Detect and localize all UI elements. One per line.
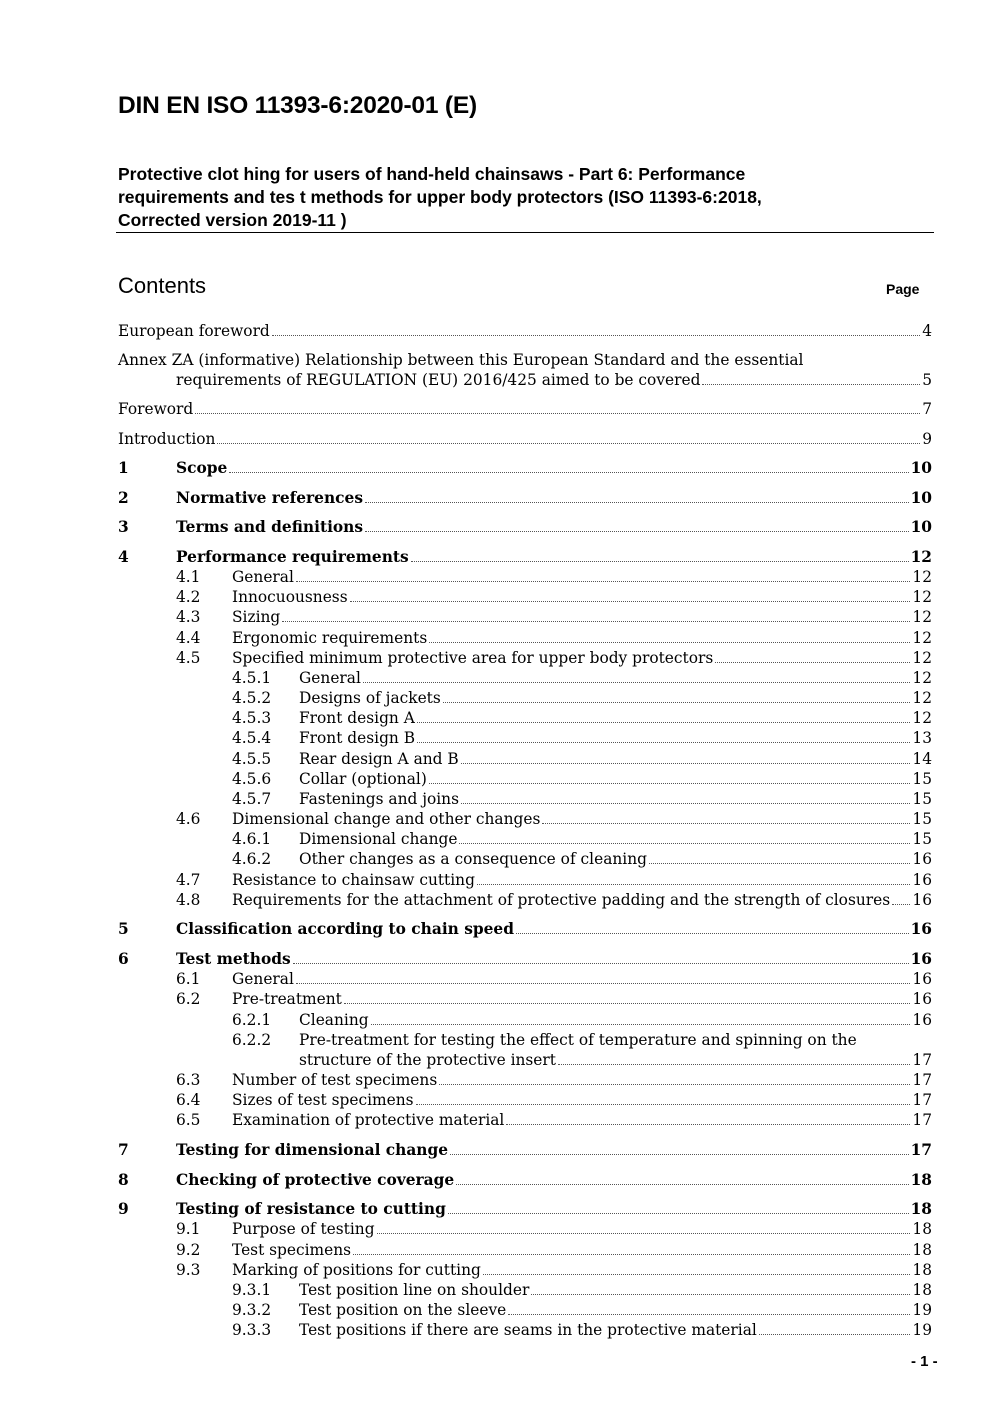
toc-entry-title: Dimensional change and other changes — [232, 810, 541, 828]
toc-leader-dots — [483, 1273, 911, 1275]
toc-leader-dots — [702, 383, 920, 385]
toc-entry-number: 4.5.3 — [232, 709, 272, 727]
toc-entry-number: 4.3 — [176, 608, 201, 626]
toc-entry-page: 12 — [912, 629, 932, 647]
toc-entry-page: 15 — [912, 810, 932, 828]
toc-entry-page: 18 — [912, 1241, 932, 1259]
toc-entry-page: 19 — [912, 1301, 932, 1319]
toc-entry-title: Dimensional change — [299, 830, 458, 848]
toc-leader-dots — [350, 600, 911, 602]
toc-leader-dots — [456, 1183, 908, 1185]
toc-entry-page: 12 — [910, 548, 932, 566]
toc-entry[interactable] — [118, 488, 932, 508]
toc-entry-page: 17 — [910, 1141, 932, 1159]
toc-entry[interactable] — [232, 708, 932, 728]
title-line-1: Protective clot hing for users of hand-held chainsaws - Part 6: Performance — [118, 164, 746, 184]
toc-entry-title: Pre-treatment — [232, 990, 342, 1008]
toc-entry-title: structure of the protective insert — [299, 1051, 556, 1069]
toc-entry[interactable] — [118, 321, 932, 341]
toc-entry-title: Test specimens — [232, 1241, 352, 1259]
toc-entry-page: 9 — [922, 430, 932, 448]
toc-leader-dots — [429, 641, 910, 643]
toc-entry-title: Foreword — [118, 400, 194, 418]
toc-entry[interactable] — [176, 1240, 932, 1260]
toc-entry-page: 15 — [912, 830, 932, 848]
toc-leader-dots — [461, 802, 910, 804]
toc-entry-title: Other changes as a consequence of cleaning — [299, 850, 647, 868]
toc-entry-number: 4.7 — [176, 871, 201, 889]
toc-entry-page: 12 — [912, 649, 932, 667]
toc-leader-dots — [296, 982, 911, 984]
toc-entry[interactable] — [232, 1320, 932, 1340]
toc-entry-page: 10 — [910, 459, 932, 477]
toc-entry-number: 4.5 — [176, 649, 201, 667]
toc-entry[interactable] — [232, 849, 932, 869]
toc-entry-page: 18 — [912, 1261, 932, 1279]
toc-entry-number: 6.2.2 — [232, 1031, 272, 1049]
toc-entry-page: 16 — [912, 990, 932, 1008]
toc-entry-number: 9.3.2 — [232, 1301, 272, 1319]
toc-entry-page: 5 — [922, 371, 932, 389]
toc-entry-number: 9.3.1 — [232, 1281, 272, 1299]
toc-entry-page: 15 — [912, 790, 932, 808]
toc-entry-number: 5 — [118, 920, 129, 938]
toc-entry-title: Sizing — [232, 608, 281, 626]
toc-entry[interactable] — [118, 399, 932, 419]
toc-entry-page: 10 — [910, 489, 932, 507]
toc-entry-number: 8 — [118, 1171, 129, 1189]
toc-entry[interactable] — [232, 1030, 932, 1050]
toc-entry[interactable] — [176, 607, 932, 627]
toc-entry-number: 4.4 — [176, 629, 201, 647]
toc-leader-dots — [461, 762, 911, 764]
toc-entry-title: Checking of protective coverage — [176, 1171, 455, 1189]
toc-entry-number: 6 — [118, 950, 129, 968]
toc-entry-page: 17 — [912, 1071, 932, 1089]
toc-entry[interactable] — [232, 1010, 932, 1030]
toc-entry[interactable] — [176, 969, 932, 989]
toc-entry[interactable] — [118, 350, 932, 370]
title-rule — [116, 232, 934, 233]
toc-entry-page: 16 — [912, 891, 932, 909]
toc-entry-title: Sizes of test specimens — [232, 1091, 414, 1109]
toc-entry[interactable] — [299, 1050, 932, 1070]
toc-leader-dots — [459, 842, 910, 844]
toc-entry[interactable] — [118, 1199, 932, 1219]
toc-entry-number: 4.2 — [176, 588, 201, 606]
toc-entry-title: Testing of resistance to cutting — [176, 1200, 446, 1218]
toc-entry-title: Requirements for the attachment of protective padding and the strength of closures — [232, 891, 891, 909]
toc-entry-number: 7 — [118, 1141, 129, 1159]
toc-entry[interactable] — [176, 628, 932, 648]
toc-entry-number: 1 — [118, 459, 129, 477]
toc-entry[interactable] — [118, 429, 932, 449]
toc-leader-dots — [365, 501, 909, 503]
toc-entry[interactable] — [232, 749, 932, 769]
toc-entry-number: 4.5.5 — [232, 750, 272, 768]
toc-entry[interactable] — [232, 728, 932, 748]
toc-entry[interactable] — [232, 688, 932, 708]
toc-entry-number: 4.5.7 — [232, 790, 272, 808]
toc-leader-dots — [649, 862, 910, 864]
toc-entry-title: Classification according to chain speed — [176, 920, 514, 938]
toc-entry[interactable] — [118, 949, 932, 969]
toc-leader-dots — [272, 334, 920, 336]
toc-entry[interactable] — [176, 648, 932, 668]
toc-entry-number: 4.5.2 — [232, 689, 272, 707]
toc-entry-page: 7 — [922, 400, 932, 418]
toc-entry-page: 19 — [912, 1321, 932, 1339]
toc-entry[interactable] — [176, 1219, 932, 1239]
toc-entry-number: 4.6.2 — [232, 850, 272, 868]
toc-entry-title: Front design B — [299, 729, 416, 747]
toc-entry-page: 13 — [912, 729, 932, 747]
toc-entry[interactable] — [232, 1280, 932, 1300]
toc-leader-dots — [443, 701, 911, 703]
toc-entry-title: Cleaning — [299, 1011, 369, 1029]
toc-entry-number: 6.2 — [176, 990, 201, 1008]
page-column-label: Page — [886, 281, 920, 297]
toc-leader-dots — [229, 471, 908, 473]
toc-entry-number: 6.3 — [176, 1071, 201, 1089]
toc-entry-title: Collar (optional) — [299, 770, 427, 788]
toc-entry-title: Pre-treatment for testing the effect of temperature and spinning on the — [299, 1031, 857, 1049]
toc-entry-number: 6.5 — [176, 1111, 201, 1129]
toc-entry-title: Test positions if there are seams in the protective material — [299, 1321, 757, 1339]
toc-entry-page: 12 — [912, 608, 932, 626]
toc-leader-dots — [195, 412, 920, 414]
toc-entry-number: 4.5.1 — [232, 669, 272, 687]
toc-entry-title: Fastenings and joins — [299, 790, 459, 808]
toc-entry-number: 6.1 — [176, 970, 201, 988]
toc-leader-dots — [542, 822, 910, 824]
toc-entry-title: Examination of protective material — [232, 1111, 505, 1129]
toc-leader-dots — [450, 1153, 909, 1155]
toc-entry[interactable] — [232, 1300, 932, 1320]
document-title — [118, 163, 933, 232]
toc-entry-number: 6.2.1 — [232, 1011, 272, 1029]
toc-entry-number: 4.8 — [176, 891, 201, 909]
toc-entry[interactable] — [176, 1070, 932, 1090]
toc-leader-dots — [416, 1103, 911, 1105]
toc-entry-page: 17 — [912, 1111, 932, 1129]
toc-entry-title: Purpose of testing — [232, 1220, 375, 1238]
toc-entry-title: Scope — [176, 459, 228, 477]
toc-leader-dots — [296, 580, 911, 582]
toc-leader-dots — [371, 1023, 911, 1025]
toc-entry[interactable] — [176, 1090, 932, 1110]
toc-entry[interactable] — [176, 809, 932, 829]
toc-entry-number: 9.3.3 — [232, 1321, 272, 1339]
toc-leader-dots — [448, 1212, 909, 1214]
toc-entry-number: 4.1 — [176, 568, 201, 586]
toc-entry[interactable] — [232, 769, 932, 789]
toc-entry[interactable] — [176, 1110, 932, 1130]
toc-entry-number: 9.2 — [176, 1241, 201, 1259]
toc-entry-number: 9 — [118, 1200, 129, 1218]
document-id: DIN EN ISO 11393-6:2020-01 (E) — [118, 92, 477, 119]
toc-entry-page: 16 — [912, 850, 932, 868]
toc-entry[interactable] — [232, 829, 932, 849]
toc-entry-number: 6.4 — [176, 1091, 201, 1109]
toc-entry-number: 4.6.1 — [232, 830, 272, 848]
toc-entry-page: 12 — [912, 669, 932, 687]
toc-entry-number: 4.5.4 — [232, 729, 272, 747]
toc-entry[interactable] — [118, 919, 932, 939]
toc-entry-title: Test methods — [176, 950, 291, 968]
toc-leader-dots — [417, 721, 911, 723]
toc-entry-title: Resistance to chainsaw cutting — [232, 871, 475, 889]
toc-entry[interactable] — [176, 370, 932, 390]
toc-entry-number: 9.3 — [176, 1261, 201, 1279]
toc-leader-dots — [759, 1333, 911, 1335]
toc-entry-page: 14 — [912, 750, 932, 768]
contents-heading: Contents — [118, 273, 207, 298]
toc-entry-number: 4.6 — [176, 810, 201, 828]
toc-entry-title: Terms and definitions — [176, 518, 364, 536]
toc-leader-dots — [506, 1123, 910, 1125]
toc-entry-page: 16 — [912, 970, 932, 988]
toc-entry-page: 12 — [912, 588, 932, 606]
toc-entry[interactable] — [232, 789, 932, 809]
page-number: - 1 - — [911, 1353, 938, 1370]
toc-entry-title: Test position on the sleeve — [299, 1301, 507, 1319]
toc-entry-title: Ergonomic requirements — [232, 629, 428, 647]
toc-entry-page: 16 — [910, 920, 932, 938]
toc-entry[interactable] — [176, 587, 932, 607]
toc-entry-title: Designs of jackets — [299, 689, 441, 707]
toc-leader-dots — [417, 741, 910, 743]
toc-leader-dots — [429, 782, 911, 784]
toc-entry-title: Introduction — [118, 430, 216, 448]
toc-entry-title: General — [232, 970, 294, 988]
toc-entry-page: 10 — [910, 518, 932, 536]
toc-entry-page: 18 — [912, 1220, 932, 1238]
toc-entry-number: 9.1 — [176, 1220, 201, 1238]
toc-leader-dots — [365, 530, 909, 532]
toc-entry-number: 4.5.6 — [232, 770, 272, 788]
toc-leader-dots — [377, 1232, 911, 1234]
toc-entry-number: 4 — [118, 548, 129, 566]
toc-leader-dots — [282, 620, 910, 622]
toc-leader-dots — [363, 681, 911, 683]
toc-entry-title: requirements of REGULATION (EU) 2016/425 aimed to be covered — [176, 371, 701, 389]
toc-entry-title: Testing for dimensional change — [176, 1141, 449, 1159]
toc-leader-dots — [439, 1083, 910, 1085]
toc-entry-page: 16 — [910, 950, 932, 968]
toc-entry[interactable] — [118, 458, 932, 478]
toc-entry[interactable] — [176, 567, 932, 587]
title-line-3: Corrected version 2019-11 ) — [118, 210, 347, 230]
toc-entry[interactable] — [118, 547, 932, 567]
toc-entry-title: General — [232, 568, 294, 586]
toc-entry-page: 17 — [912, 1091, 932, 1109]
toc-leader-dots — [217, 442, 920, 444]
toc-entry[interactable] — [176, 890, 932, 910]
toc-entry[interactable] — [176, 870, 932, 890]
toc-leader-dots — [293, 962, 909, 964]
toc-leader-dots — [411, 560, 909, 562]
toc-entry-title: Number of test specimens — [232, 1071, 438, 1089]
toc-leader-dots — [892, 903, 910, 905]
toc-leader-dots — [715, 661, 910, 663]
toc-entry-page: 12 — [912, 709, 932, 727]
toc-entry-page: 4 — [922, 322, 932, 340]
toc-entry-page: 16 — [912, 871, 932, 889]
toc-entry-number: 2 — [118, 489, 129, 507]
toc-entry-title: Test position line on shoulder — [299, 1281, 530, 1299]
toc-entry-title: Innocuousness — [232, 588, 348, 606]
toc-entry[interactable] — [176, 989, 932, 1009]
toc-entry-page: 16 — [912, 1011, 932, 1029]
toc-entry-title: Normative references — [176, 489, 363, 507]
toc-entry-page: 17 — [912, 1051, 932, 1069]
toc-entry[interactable] — [232, 668, 932, 688]
toc-leader-dots — [344, 1002, 911, 1004]
toc-entry-page: 18 — [912, 1281, 932, 1299]
toc-entry-title: Front design A — [299, 709, 415, 727]
toc-entry-page: 18 — [910, 1200, 932, 1218]
toc-entry-title: European foreword — [118, 322, 270, 340]
toc-entry-title: Performance requirements — [176, 548, 409, 566]
toc-entry[interactable] — [118, 517, 932, 537]
toc-leader-dots — [558, 1063, 910, 1065]
toc-entry-title: Marking of positions for cutting — [232, 1261, 481, 1279]
toc-entry-title: Specified minimum protective area for upper body protectors — [232, 649, 714, 667]
toc-leader-dots — [508, 1313, 910, 1315]
toc-entry-title: General — [299, 669, 361, 687]
toc-entry-title: Rear design A and B — [299, 750, 459, 768]
toc-leader-dots — [353, 1253, 910, 1255]
toc-entry[interactable] — [118, 1140, 932, 1160]
toc-entry-number: 3 — [118, 518, 129, 536]
toc-leader-dots — [516, 932, 909, 934]
toc-entry-page: 12 — [912, 568, 932, 586]
toc-entry-page: 15 — [912, 770, 932, 788]
toc-entry-title: Annex ZA (informative) Relationship between this European Standard and the essential — [118, 351, 804, 369]
toc-entry-page: 12 — [912, 689, 932, 707]
title-line-2: requirements and tes t methods for upper body protectors (ISO 11393-6:2018, — [118, 187, 762, 207]
toc-entry[interactable] — [176, 1260, 932, 1280]
toc-leader-dots — [531, 1293, 910, 1295]
toc-entry[interactable] — [118, 1170, 932, 1190]
toc-leader-dots — [477, 883, 910, 885]
toc-entry-page: 18 — [910, 1171, 932, 1189]
